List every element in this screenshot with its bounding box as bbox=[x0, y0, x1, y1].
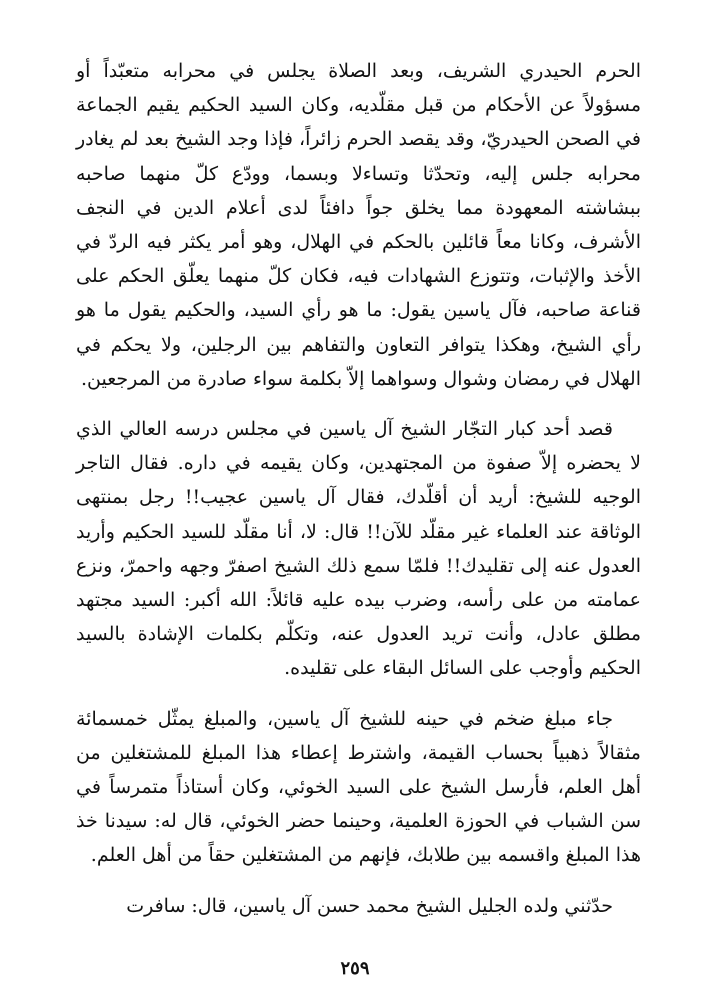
paragraph-gold-amount: جاء مبلغ ضخم في حينه للشيخ آل ياسين، والمبلغ يمثّل خمسمائة مثقالاً ذهبياً بحساب القيمة، واشترط إعطاء هذا المبلغ للمشتغلين من أهل العلم، فأرسل الشيخ على السيد الخوئي، وكان أستاذاً متمرساً في سن الشباب في الحوزة العلمية، وحينما حضر الخوئي، قال له: سيدنا خذ هذا المبلغ واقسمه بين طلابك، فإنهم من المشتغلين حقاً من أهل العلم. bbox=[76, 707, 641, 867]
paragraph-merchant-taqlid: قصد أحد كبار التجّار الشيخ آل ياسين في مجلس درسه العالي الذي لا يحضره إلاّ صفوة من المجتهدين، وكان يقيمه في داره. فقال التاجر الوجيه للشيخ: أريد أن أقلّدك، فقال آل ياسين عجيب!! رجل بمنتهى الوثاقة عند العلماء غير مقلّد للآن!! قال: لا، أنا مقلّد للسيد الحكيم وأريد العدول عنه إلى تقليدك!! فلمّا سمع ذلك الشيخ اصفرّ وجهه واحمرّ، ونزع عمامته من على رأسه، وضرب بيده عليه قائلاً: الله أكبر: السيد مجتهد مطلق عادل، وأنت تريد العدول عنه، وتكلّم بكلمات الإشادة بالسيد الحكيم وأوجب على السائل البقاء على تقليده. bbox=[76, 418, 641, 680]
paragraph-son-narration: حدّثني ولده الجليل الشيخ محمد حسن آل ياسين، قال: سافرت bbox=[126, 894, 613, 917]
page-number: ٢٥٩ bbox=[340, 958, 370, 979]
paragraph-hilal-cooperation: الحرم الحيدري الشريف، وبعد الصلاة يجلس في محرابه متعبّداً أو مسؤولاً عن الأحكام من قبل مقلّديه، وكان السيد الحكيم يقيم الجماعة في الصحن الحيدريّ، وقد يقصد الحرم زائراً، فإذا وجد الشيخ بعد لم يغادر محرابه جلس إليه، وتحدّثا وتساءلا وبسما، وودّع كلّ منهما صاحبه ببشاشته المعهودة مما يخلق جواً دافئاً لدى أعلام الدين في النجف الأشرف، وكانا معاً قائلين بالحكم في الهلال، وهو أمر يكثر فيه الردّ في الأخذ والإثبات، وتتوزع الشهادات فيه، فكان كلّ منهما يعلّق الحكم على قناعة صاحبه، فآل ياسين يقول: ما هو رأي السيد، والحكيم يقول ما هو رأي الشيخ، وهكذا يتوافر التعاون والتفاهم بين الرجلين، ولا يحكم في الهلال في رمضان وشوال وسواهما إلاّ بكلمة سواء صادرة من المرجعين. bbox=[76, 60, 641, 390]
page-body bbox=[76, 54, 641, 923]
